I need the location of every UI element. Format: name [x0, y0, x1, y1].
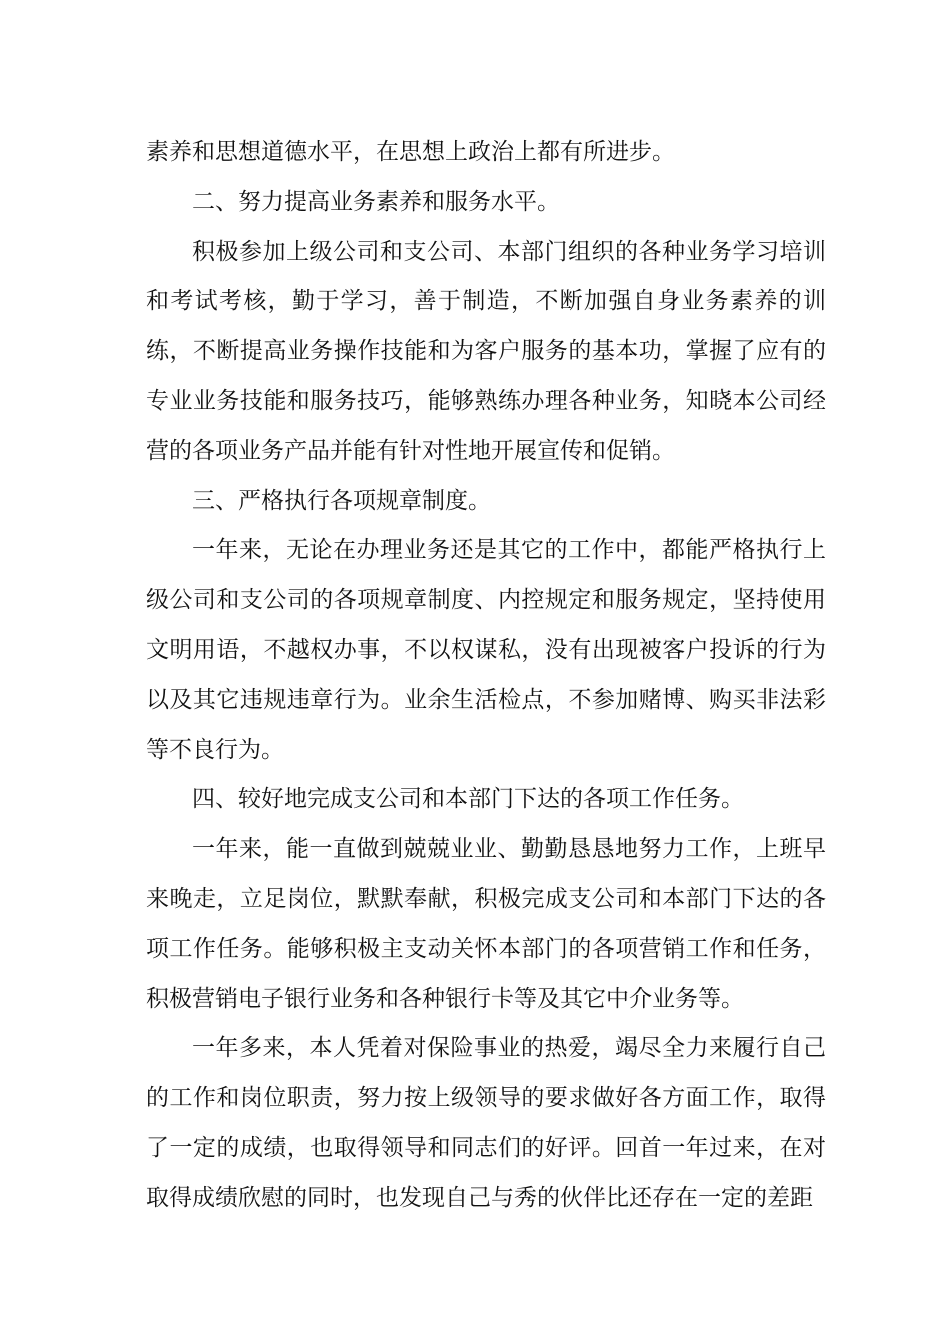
- section-heading-3: 三、严格执行各项规章制度。: [192, 487, 491, 514]
- section-heading-2: 二、努力提高业务素养和服务水平。: [192, 188, 560, 215]
- document-body: [146, 128, 826, 1224]
- paragraph-business-skills: 积极参加上级公司和支公司、本部门组织的各种业务学习培训和考试考核，勤于学习，善于制造，不断加强自身业务素养的训练，不断提高业务操作技能和为客户服务的基本功，掌握了应有的专业业务技能和服务技巧，能够熟练办理各种业务，知晓本公司经营的各项业务产品并能有针对性地开展宣传和促销。: [146, 238, 826, 464]
- paragraph-continuation: 素养和思想道德水平，在思想上政治上都有所进步。: [146, 139, 675, 165]
- section-heading-4: 四、较好地完成支公司和本部门下达的各项工作任务。: [192, 786, 744, 813]
- paragraph-regulations: 一年来，无论在办理业务还是其它的工作中，都能严格执行上级公司和支公司的各项规章制度、内控规定和服务规定，坚持使用文明用语，不越权办事，不以权谋私，没有出现被客户投诉的行为以及其它违规违章行为。业余生活检点，不参加赌博、购买非法彩等不良行为。: [146, 537, 826, 763]
- paragraph-work-tasks: 一年来，能一直做到兢兢业业、勤勤恳恳地努力工作，上班早来晚走，立足岗位，默默奉献，积极完成支公司和本部门下达的各项工作任务。能够积极主支动关怀本部门的各项营销工作和任务，积极营销电子银行业务和各种银行卡等及其它中介业务等。: [146, 836, 826, 1012]
- paragraph-summary: 一年多来，本人凭着对保险事业的热爱，竭尽全力来履行自己的工作和岗位职责，努力按上级领导的要求做好各方面工作，取得了一定的成绩，也取得领导和同志们的好评。回首一年过来，在对取得成绩欣慰的同时，也发现自己与秀的伙伴比还存在一定的差距: [146, 1035, 826, 1211]
